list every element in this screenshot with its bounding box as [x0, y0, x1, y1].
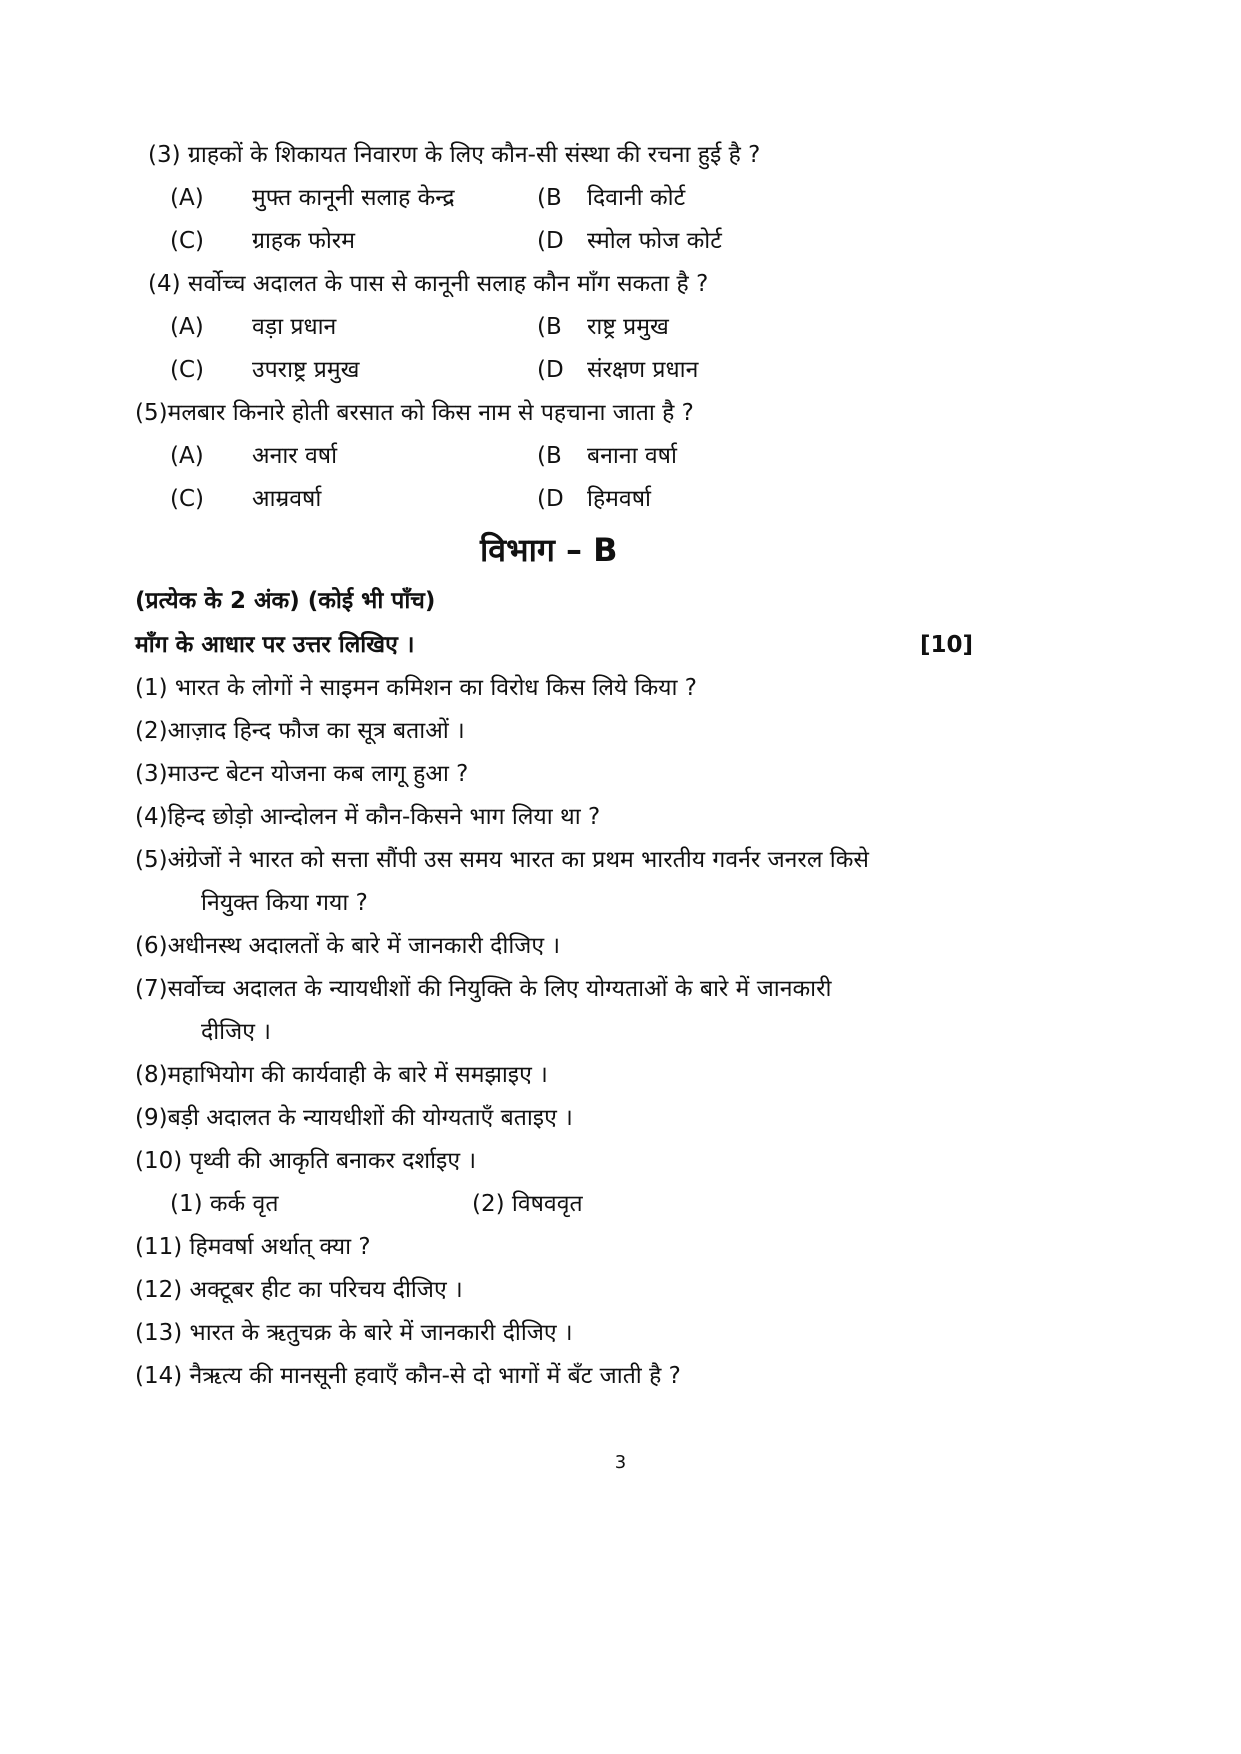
question-b9: (9)बड़ी अदालत के न्यायधीशों की योग्यताएँ बताइए ।	[135, 1105, 573, 1131]
question-5: (5)मलबार किनारे होती बरसात को किस नाम से पहचाना जाता है ?	[135, 400, 694, 426]
question-b14: (14) नैऋत्य की मानसूनी हवाएँ कौन-से दो भागों में बँट जाती है ?	[135, 1363, 681, 1389]
question-b11: (11) हिमवर्षा अर्थात् क्या ?	[135, 1234, 371, 1260]
option-label: (D	[537, 486, 564, 512]
question-b10-part2: (2) विषववृत	[472, 1191, 583, 1217]
page-number: 3	[614, 1452, 627, 1473]
option-text: संरक्षण प्रधान	[587, 357, 699, 383]
section-title: विभाग – B	[480, 531, 618, 569]
option-label: (A)	[170, 443, 204, 469]
option-text: ग्राहक फोरम	[252, 228, 355, 254]
option-label: (A)	[170, 314, 204, 340]
option-label: (B	[537, 443, 562, 469]
question-b3: (3)माउन्ट बेटन योजना कब लागू हुआ ?	[135, 761, 469, 787]
option-text: हिमवर्षा	[587, 486, 651, 512]
question-b2: (2)आज़ाद हिन्द फौज का सूत्र बताओं ।	[135, 718, 465, 744]
option-text: अनार वर्षा	[252, 443, 338, 469]
option-label: (D	[537, 228, 564, 254]
option-text: वड़ा प्रधान	[252, 314, 337, 340]
section-instruction: (प्रत्येक के 2 अंक) (कोई भी पाँच)	[135, 588, 436, 614]
question-b5-continued: नियुक्त किया गया ?	[201, 890, 368, 916]
question-b1: (1) भारत के लोगों ने साइमन कमिशन का विरोध किस लिये किया ?	[135, 675, 697, 701]
option-text: आम्रवर्षा	[252, 486, 322, 512]
question-4: (4) सर्वोच्च अदालत के पास से कानूनी सलाह कौन माँग सकता है ?	[148, 271, 709, 297]
option-text: राष्ट्र प्रमुख	[587, 314, 669, 340]
option-label: (B	[537, 185, 562, 211]
option-text: दिवानी कोर्ट	[587, 185, 686, 211]
section-marks: [10]	[920, 632, 974, 658]
option-label: (A)	[170, 185, 204, 211]
option-text: उपराष्ट्र प्रमुख	[252, 357, 360, 383]
question-b10: (10) पृथ्वी की आकृति बनाकर दर्शाइए ।	[135, 1148, 477, 1174]
option-text: स्मोल फोज कोर्ट	[587, 228, 722, 254]
option-label: (B	[537, 314, 562, 340]
question-b7: (7)सर्वोच्च अदालत के न्यायधीशों की नियुक्ति के लिए योग्यताओं के बारे में जानकारी	[135, 976, 832, 1002]
question-b4: (4)हिन्द छोड़ो आन्दोलन में कौन-किसने भाग लिया था ?	[135, 804, 601, 830]
option-label: (C)	[170, 486, 205, 512]
question-b7-continued: दीजिए ।	[201, 1019, 271, 1045]
option-text: मुफ्त कानूनी सलाह केन्द्र	[252, 185, 455, 211]
option-text: बनाना वर्षा	[587, 443, 677, 469]
option-label: (C)	[170, 228, 205, 254]
option-label: (C)	[170, 357, 205, 383]
question-b13: (13) भारत के ऋतुचक्र के बारे में जानकारी दीजिए ।	[135, 1320, 573, 1346]
question-b10-part1: (1) कर्क वृत	[170, 1191, 279, 1217]
question-b6: (6)अधीनस्थ अदालतों के बारे में जानकारी दीजिए ।	[135, 933, 561, 959]
question-b12: (12) अक्टूबर हीट का परिचय दीजिए ।	[135, 1277, 463, 1303]
section-subinstruction: माँग के आधार पर उत्तर लिखिए ।	[135, 632, 415, 658]
option-label: (D	[537, 357, 564, 383]
question-b8: (8)महाभियोग की कार्यवाही के बारे में समझाइए ।	[135, 1062, 548, 1088]
question-3: (3) ग्राहकों के शिकायत निवारण के लिए कौन-सी संस्था की रचना हुई है ?	[148, 142, 761, 168]
question-b5: (5)अंग्रेजों ने भारत को सत्ता सौंपी उस समय भारत का प्रथम भारतीय गवर्नर जनरल किसे	[135, 847, 869, 873]
